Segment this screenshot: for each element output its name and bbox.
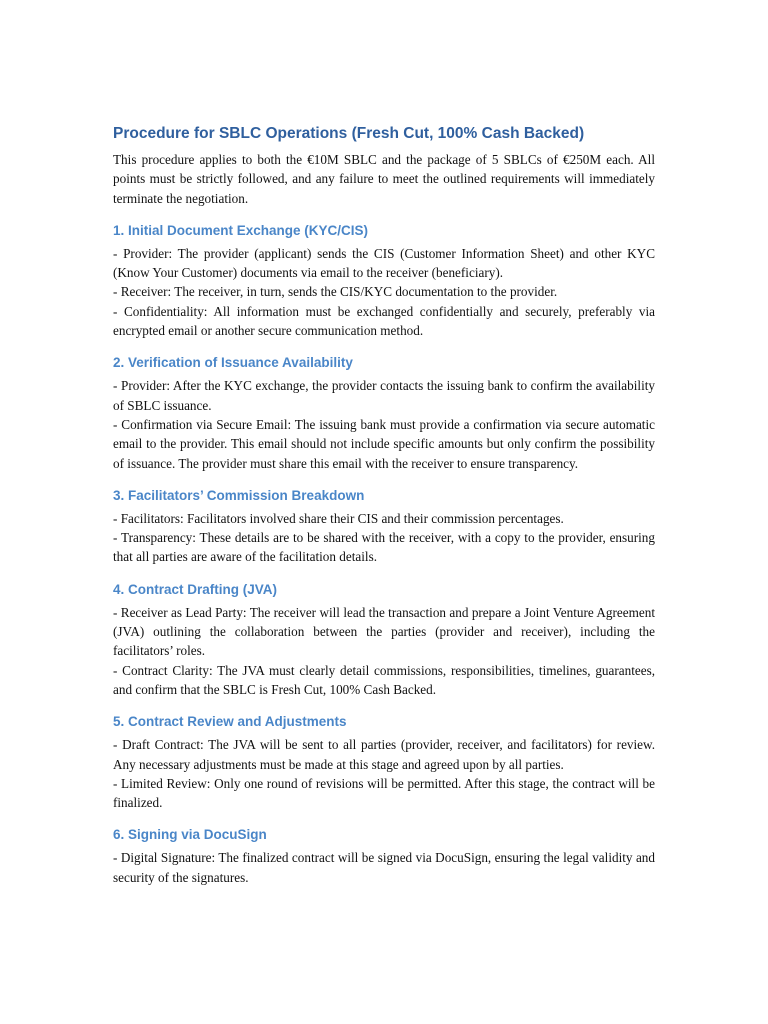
intro-paragraph: This procedure applies to both the €10M SBLC and the package of 5 SBLCs of €250M each. All points must be strictly followed, and any failure to meet the outlined requirements will immediately terminate the negotiation. xyxy=(113,152,655,206)
section-5-item-draft: - Draft Contract: The JVA will be sent to all parties (provider, receiver, and facilitators) for review. Any necessary adjustments must be made at this stage and agreed upon by all parties. xyxy=(113,737,655,772)
section-1-item-confidentiality: - Confidentiality: All information must be exchanged confidentially and securely, preferably via encrypted email or another secure communication method. xyxy=(113,303,655,339)
section-2-heading: 2. Verification of Issuance Availability xyxy=(113,355,353,371)
section-1-item-receiver: - Receiver: The receiver, in turn, sends the CIS/KYC documentation to the provider. xyxy=(113,284,558,300)
section-1-heading: 1. Initial Document Exchange (KYC/CIS) xyxy=(113,222,369,238)
section-5-item-limited-review: - Limited Review: Only one round of revisions will be permitted. After this stage, the contract will be finalized. xyxy=(113,775,655,811)
section-4-heading: 4. Contract Drafting (JVA) xyxy=(113,581,278,597)
document-title: Procedure for SBLC Operations (Fresh Cut, 100% Cash Backed) xyxy=(113,125,585,142)
section-3-item-transparency: - Transparency: These details are to be shared with the receiver, with a copy to the provider, ensuring that all parties are aware of the facilitation details. xyxy=(113,530,655,565)
section-3-heading: 3. Facilitators’ Commission Breakdown xyxy=(113,487,365,503)
section-4-item-clarity: - Contract Clarity: The JVA must clearly detail commissions, responsibilities, timelines, guarantees, and confirm that the SBLC is Fresh Cut, 100% Cash Backed. xyxy=(113,662,655,697)
section-2-item-provider: - Provider: After the KYC exchange, the provider contacts the issuing bank to confirm the availability of SBLC issuance. xyxy=(113,378,655,413)
section-4-item-lead-party: - Receiver as Lead Party: The receiver will lead the transaction and prepare a Joint Venture Agreement (JVA) outlining the collaboration between the parties (provider and receiver), including the facilitators’ roles. xyxy=(113,604,655,659)
section-3-item-facilitators: - Facilitators: Facilitators involved share their CIS and their commission percentages. xyxy=(113,510,564,526)
section-5-heading: 5. Contract Review and Adjustments xyxy=(113,714,347,730)
section-1-item-provider: - Provider: The provider (applicant) sends the CIS (Customer Information Sheet) and other KYC (Know Your Customer) documents via email to the receiver (beneficiary). xyxy=(113,245,655,281)
section-6-heading: 6. Signing via DocuSign xyxy=(113,827,267,843)
section-6-item-digital-signature: - Digital Signature: The finalized contract will be signed via DocuSign, ensuring the legal validity and security of the signatures. xyxy=(113,850,655,885)
section-2-item-confirmation: - Confirmation via Secure Email: The issuing bank must provide a confirmation via secure automatic email to the provider. This email should not include specific amounts but only confirm the possibility of issuance. The provider must share this email with the receiver to ensure transparency. xyxy=(113,416,655,471)
